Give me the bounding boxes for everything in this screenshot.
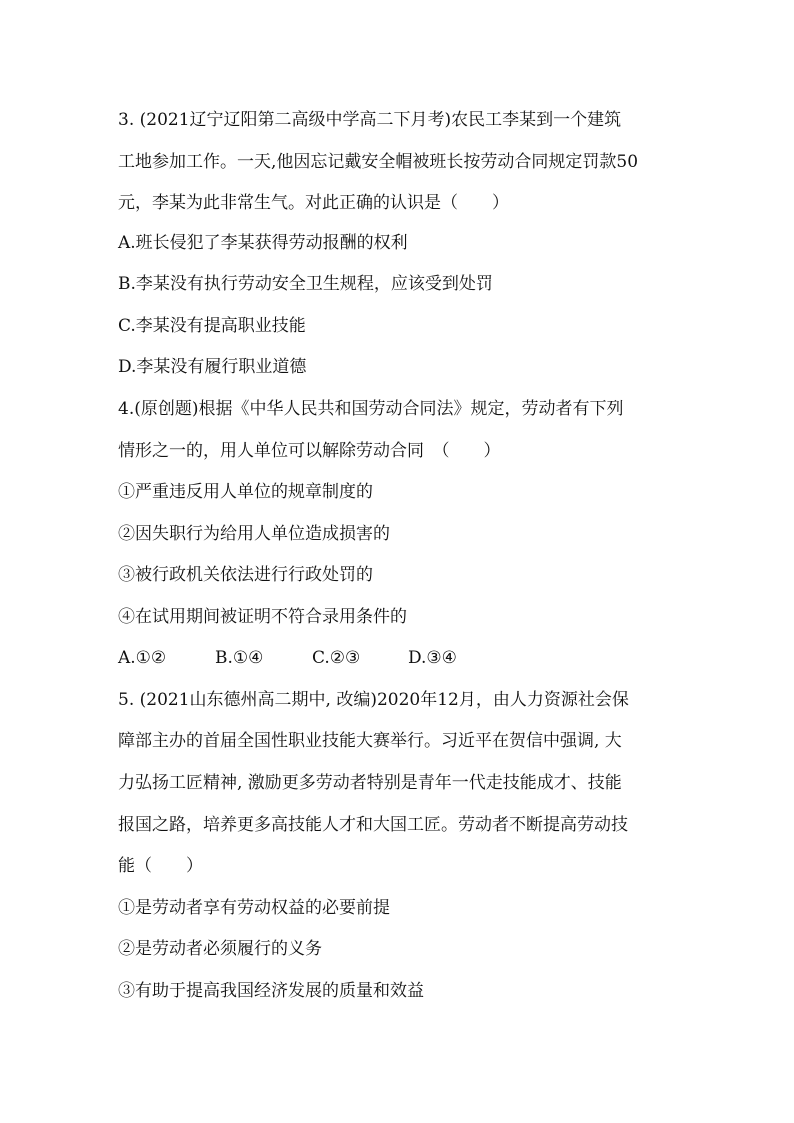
- q3-stem-line-1: 3. (2021辽宁辽阳第二高级中学高二下月考)农民工李某到一个建筑: [118, 110, 622, 130]
- q3-option-d: D.李某没有履行职业道德: [118, 357, 307, 377]
- q4-item-3: ③被行政机关依法进行行政处罚的: [118, 565, 373, 585]
- q4-item-1: ①严重违反用人单位的规章制度的: [118, 482, 373, 502]
- q5-item-3: ③有助于提高我国经济发展的质量和效益: [118, 981, 424, 1001]
- q3-option-b: B.李某没有执行劳动安全卫生规程，应该受到处罚: [118, 274, 493, 294]
- q4-choice-d: D.③④: [408, 648, 457, 668]
- q4-stem-line-2: 情形之一的，用人单位可以解除劳动合同 （ ）: [118, 441, 501, 461]
- q5-stem-line-2: 障部主办的首届全国性职业技能大赛举行。习近平在贺信中强调, 大: [118, 731, 622, 751]
- q4-item-4: ④在试用期间被证明不符合录用条件的: [118, 607, 407, 627]
- q4-choice-b: B.①④: [215, 648, 264, 668]
- q4-choice-a: A.①②: [118, 648, 167, 668]
- q3-option-c: C.李某没有提高职业技能: [118, 316, 306, 336]
- q3-stem-line-3: 元，李某为此非常生气。对此正确的认识是（ ）: [118, 193, 509, 213]
- q4-choices: [118, 648, 457, 668]
- q3-stem-line-2: 工地参加工作。一天,他因忘记戴安全帽被班长按劳动合同规定罚款50: [118, 152, 639, 172]
- q4-stem-line-1: 4.(原创题)根据《中华人民共和国劳动合同法》规定，劳动者有下列: [118, 399, 624, 419]
- q5-stem-line-4: 报国之路，培养更多高技能人才和大国工匠。劳动者不断提高劳动技: [118, 815, 628, 835]
- q5-stem-line-3: 力弘扬工匠精神, 激励更多劳动者特别是青年一代走技能成才、技能: [118, 773, 622, 793]
- q5-item-1: ①是劳动者享有劳动权益的必要前提: [118, 898, 390, 918]
- q5-stem-line-5: 能（ ）: [118, 856, 203, 876]
- q4-choice-c: C.②③: [312, 648, 361, 668]
- q5-item-2: ②是劳动者必须履行的义务: [118, 939, 322, 959]
- q5-stem-line-1: 5. (2021山东德州高二期中, 改编)2020年12月，由人力资源社会保: [118, 690, 629, 710]
- q3-option-a: A.班长侵犯了李某获得劳动报酬的权利: [118, 233, 408, 253]
- q4-item-2: ②因失职行为给用人单位造成损害的: [118, 524, 390, 544]
